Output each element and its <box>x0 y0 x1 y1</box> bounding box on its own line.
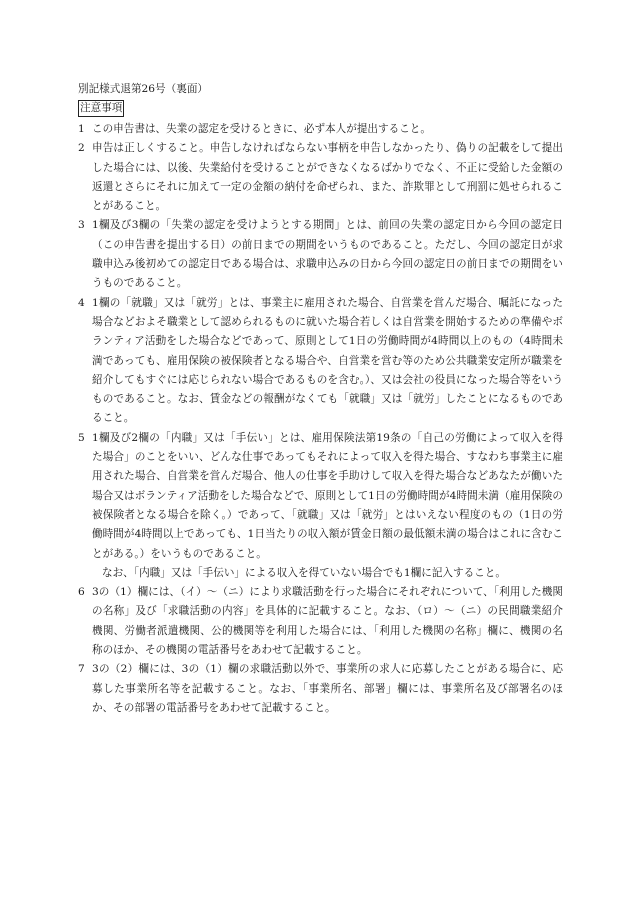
notes-list <box>78 120 563 718</box>
note-text: 1欄及び3欄の「失業の認定を受けようとする期間」とは、前回の失業の認定日から今回の認定日（この申告書を提出する日）の前日までの期間をいうものであること。ただし、今回の認定日が求職申込み後初めての認定日である場合は、求職申込みの日から今回の認定日の前日までの期間をいうものであること。 <box>92 219 563 290</box>
note-text: この申告書は、失業の認定を受けるときに、必ず本人が提出すること。 <box>92 123 431 135</box>
form-title: 別記様式退第26号（裏面） <box>78 83 209 95</box>
section-heading: 注意事項 <box>78 100 124 117</box>
note-number: 4 <box>78 296 85 309</box>
note-text: 1欄の「就職」又は「就労」とは、事業主に雇用された場合、自営業を営んだ場合、嘱託になった場合などおよそ職業として認められるものに就いた場合若しくは自営業を開始するための準備やボランティア活動をした場合などであって、原則として1日の労働時間が4時間以上のもの（4時間未満であっても、雇用保険の被保険者となる場合や、自営業を営む等のため公共職業安定所が職業を紹介してもすぐには応じられない場合であるものを含む。）、又は会社の役員になった場合等をいうものであること。なお、賃金などの報酬がなくても「就職」又は「就労」したことになるものであること。 <box>92 296 563 425</box>
note-item <box>78 294 563 429</box>
note-item <box>78 660 563 718</box>
note-text: 申告は正しくすること。申告しなければならない事柄を申告しなかったり、偽りの記載をして提出した場合には、以後、失業給付を受けることができなくなるばかりでなく、不正に受給した金額の返還とさらにそれに加えて一定の金額の納付を命ぜられ、また、詐欺罪として刑罰に処せられることがあること。 <box>92 142 563 213</box>
document-page <box>78 80 563 718</box>
note-number: 5 <box>78 431 85 444</box>
note-item <box>78 429 563 583</box>
note-number: 1 <box>78 123 85 135</box>
note-item <box>78 216 563 293</box>
note-number: 7 <box>78 663 85 676</box>
note-number: 3 <box>78 219 85 232</box>
note-number: 2 <box>78 142 85 155</box>
note-text: 1欄及び2欄の「内職」又は「手伝い」とは、雇用保険法第19条の「自己の労働によって収入を得た場合」のことをいい、どんな仕事であってもそれによって収入を得た場合、すなわち事業主に雇用された場合、自営業を営んだ場合、他人の仕事を手助けして収入を得た場合などあなたが働いた場合又はボランティア活動をした場合などで、原則として1日の労働時間が4時間未満（雇用保険の被保険者となる場合を除く。）であって、「就職」又は「就労」とはいえない程度のもの（1日の労働時間が4時間以上であっても、1日当たりの収入額が賃金日額の最低額未満の場合はこれに含むことがある。）をいうものであること。 <box>92 431 563 560</box>
note-item <box>78 583 563 660</box>
note-text: 3の（2）欄には、3の（1）欄の求職活動以外で、事業所の求人に応募したことがある場合に、応募した事業所名等を記載すること。なお、「事業所名、部署」欄には、事業所名及び部署名のほか、その部署の電話番号をあわせて記載すること。 <box>92 663 563 714</box>
note-supplement: なお、「内職」又は「手伝い」による収入を得ていない場合でも1欄に記入すること。 <box>102 566 506 579</box>
note-item <box>78 120 563 139</box>
note-text: 3の（1）欄には、（イ）～（ニ）により求職活動を行った場合にそれぞれについて、「利用した機関の名称」及び「求職活動の内容」を具体的に記載すること。なお、（ロ）～（ニ）の民間職業紹介機関、労働者派遣機関、公的機関等を利用した場合には、「利用した機関の名称」欄に、機関の名称のほか、その機関の電話番号をあわせて記載すること。 <box>92 586 563 657</box>
note-number: 6 <box>78 586 85 599</box>
note-item <box>78 139 563 216</box>
